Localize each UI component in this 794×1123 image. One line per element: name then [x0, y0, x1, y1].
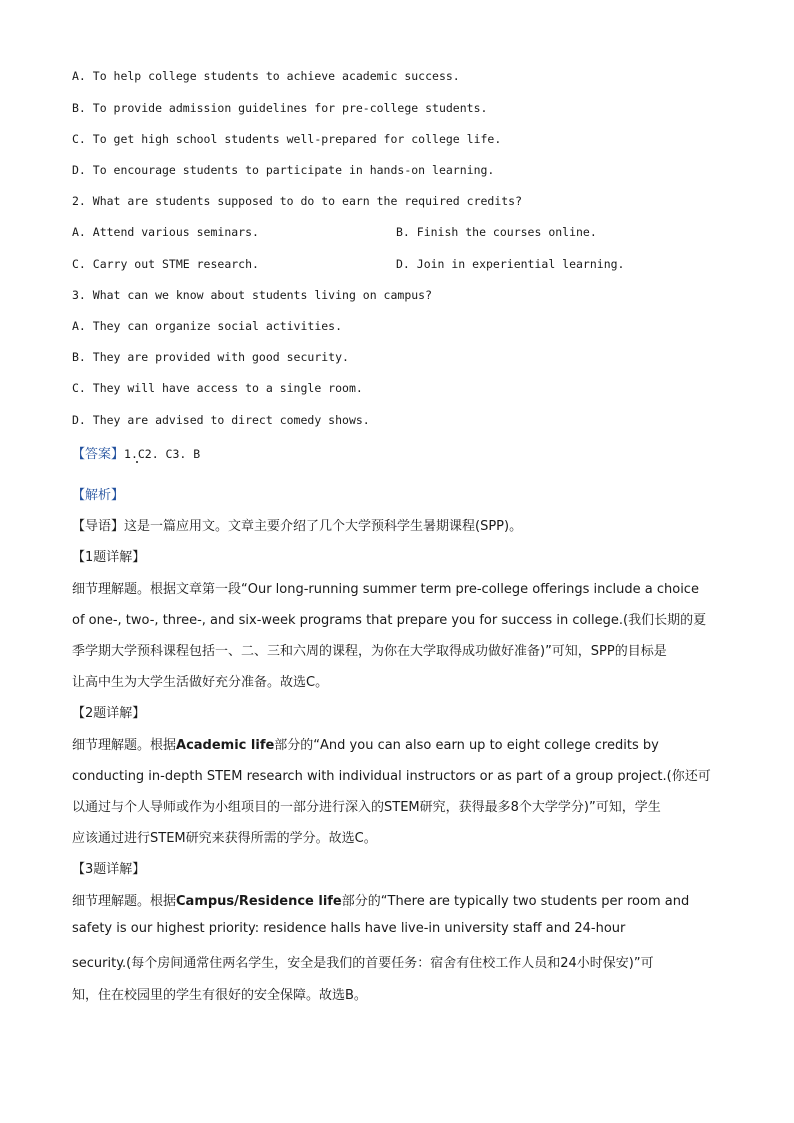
detail1-line: 细节理解题。根据文章第一段“Our long-running summer term pre-college offerings include a choice [72, 582, 699, 597]
detail3-line-pre: 细节理解题。根据 [72, 894, 177, 909]
detail3-line: safety is our highest priority: residence halls have live-in university staff and 24-hour [72, 921, 626, 936]
answer-text: 1.C2. C3. B [124, 447, 201, 461]
detail1-line: 季学期大学预科课程包括一、二、三和六周的课程，为你在大学取得成功做好准备)”可知，SPP的目标是 [72, 644, 667, 659]
q1-option-c: C. To get high school students well-prepared for college life. [72, 132, 502, 146]
q2-option-a: A. Attend various seminars. [72, 225, 259, 239]
detail2-section-name: Academic life [176, 738, 275, 753]
q3-option-c: C. They will have access to a single room. [72, 381, 363, 395]
intro-text: 这是一篇应用文。文章主要介绍了几个大学预科学生暑期课程(SPP)。 [124, 519, 523, 534]
detail2-line: 应该通过进行STEM研究来获得所需的学分。故选C。 [72, 831, 377, 846]
detail1-heading: 【1题详解】 [72, 550, 146, 565]
detail2-heading: 【2题详解】 [72, 706, 146, 721]
detail3-line: security.(每个房间通常住两名学生，安全是我们的首要任务：宿舍有住校工作人员和24小时保安)”可 [72, 956, 654, 971]
detail2-line: 以通过与个人导师或作为小组项目的一部分进行深入的STEM研究，获得最多8个大学学分)”可知，学生 [72, 800, 661, 815]
detail1-line: of one-, two-, three-, and six-week programs that prepare you for success in college.(我们长期的夏 [72, 613, 707, 628]
detail3-line [72, 890, 689, 909]
q3-option-a: A. They can organize social activities. [72, 319, 343, 333]
detail3-section-name: Campus/Residence life [176, 894, 342, 909]
q2-question: 2. What are students supposed to do to earn the required credits? [72, 194, 523, 208]
q2-option-c: C. Carry out STME research. [72, 257, 259, 271]
q1-option-b: B. To provide admission guidelines for pre-college students. [72, 101, 488, 115]
q2-option-d: D. Join in experiential learning. [396, 257, 625, 271]
detail3-heading: 【3题详解】 [72, 862, 146, 877]
q1-option-d: D. To encourage students to participate in hands-on learning. [72, 163, 495, 177]
intro-line [72, 515, 522, 534]
detail2-line [72, 734, 659, 753]
q3-option-d: D. They are advised to direct comedy shows. [72, 413, 370, 427]
q1-option-a: A. To help college students to achieve academic success. [72, 69, 460, 83]
detail1-line: 让高中生为大学生活做好充分准备。故选C。 [72, 675, 329, 690]
detail2-line-pre: 细节理解题。根据 [72, 738, 177, 753]
detail3-line-post: 部分的“There are typically two students per room and [341, 894, 690, 909]
analysis-label: 【解析】 [72, 488, 125, 503]
detail2-line: conducting in-depth STEM research with individual instructors or as part of a group project.(你还可 [72, 769, 711, 784]
answer-label: 【答案】 [72, 447, 125, 462]
q3-question: 3. What can we know about students living on campus? [72, 288, 433, 302]
intro-label: 【导语】 [72, 519, 125, 534]
q2-option-b: B. Finish the courses online. [396, 225, 597, 239]
q3-option-b: B. They are provided with good security. [72, 350, 349, 364]
detail3-line: 知，住在校园里的学生有很好的安全保障。故选B。 [72, 988, 367, 1003]
answer-line [72, 443, 200, 462]
stray-dot [136, 461, 138, 463]
detail2-line-post: 部分的“And you can also earn up to eight college credits by [274, 738, 659, 753]
